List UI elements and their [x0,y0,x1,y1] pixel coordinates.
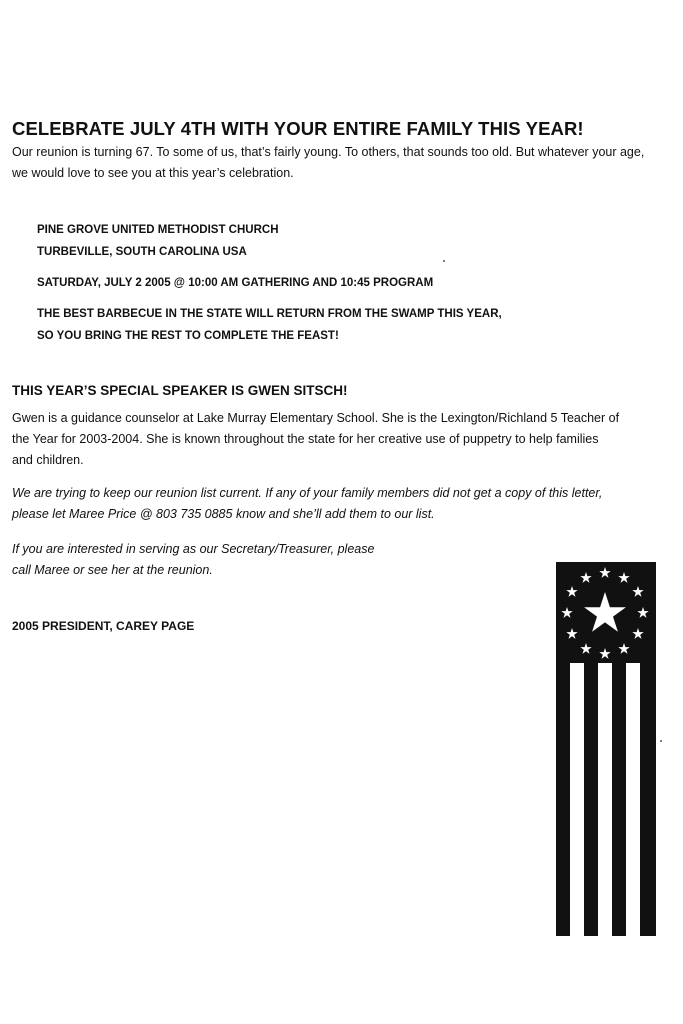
speaker-bio [12,408,674,471]
speaker-bio-line-3: and children. [12,453,84,467]
event-food-line-1: THE BEST BARBECUE IN THE STATE WILL RETURN FROM THE SWAMP THIS YEAR, [37,308,502,320]
vertical-american-flag-icon [556,562,656,936]
president-signature: 2005 PRESIDENT, CAREY PAGE [12,619,195,633]
speaker-bio-line-2: the Year for 2003-2004. She is known throughout the state for her creative use of puppetry to help families [12,432,599,446]
event-food-note [37,303,502,347]
secretary-line-1: If you are interested in serving as our Secretary/Treasurer, please [12,542,375,556]
intro-line-2: we would love to see you at this year’s celebration. [12,166,294,180]
speaker-title: THIS YEAR’S SPECIAL SPEAKER IS GWEN SITSCH! [12,383,348,398]
event-location: TURBEVILLE, SOUTH CAROLINA USA [37,246,247,258]
headline: CELEBRATE JULY 4TH WITH YOUR ENTIRE FAMILY THIS YEAR! [12,118,584,139]
intro-line-1: Our reunion is turning 67. To some of us, that’s fairly young. To others, that sounds too old. But whatever your age, [12,145,645,159]
intro-paragraph [12,142,674,184]
scan-speck [443,260,445,262]
reunion-list-line-1: We are trying to keep our reunion list current. If any of your family members did not get a copy of this letter, [12,486,603,500]
event-schedule: SATURDAY, JULY 2 2005 @ 10:00 AM GATHERING AND 10:45 PROGRAM [37,277,434,289]
secretary-line-2: call Maree or see her at the reunion. [12,563,213,577]
event-address [37,219,279,263]
reunion-list-note [12,483,674,525]
scan-speck [660,740,662,742]
reunion-list-line-2: please let Maree Price @ 803 735 0885 know and she’ll add them to our list. [12,507,435,521]
speaker-bio-line-1: Gwen is a guidance counselor at Lake Murray Elementary School. She is the Lexington/Richland 5 Teacher of [12,411,620,425]
event-food-line-2: SO YOU BRING THE REST TO COMPLETE THE FEAST! [37,330,339,342]
event-venue: PINE GROVE UNITED METHODIST CHURCH [37,224,279,236]
secretary-note [12,539,432,581]
